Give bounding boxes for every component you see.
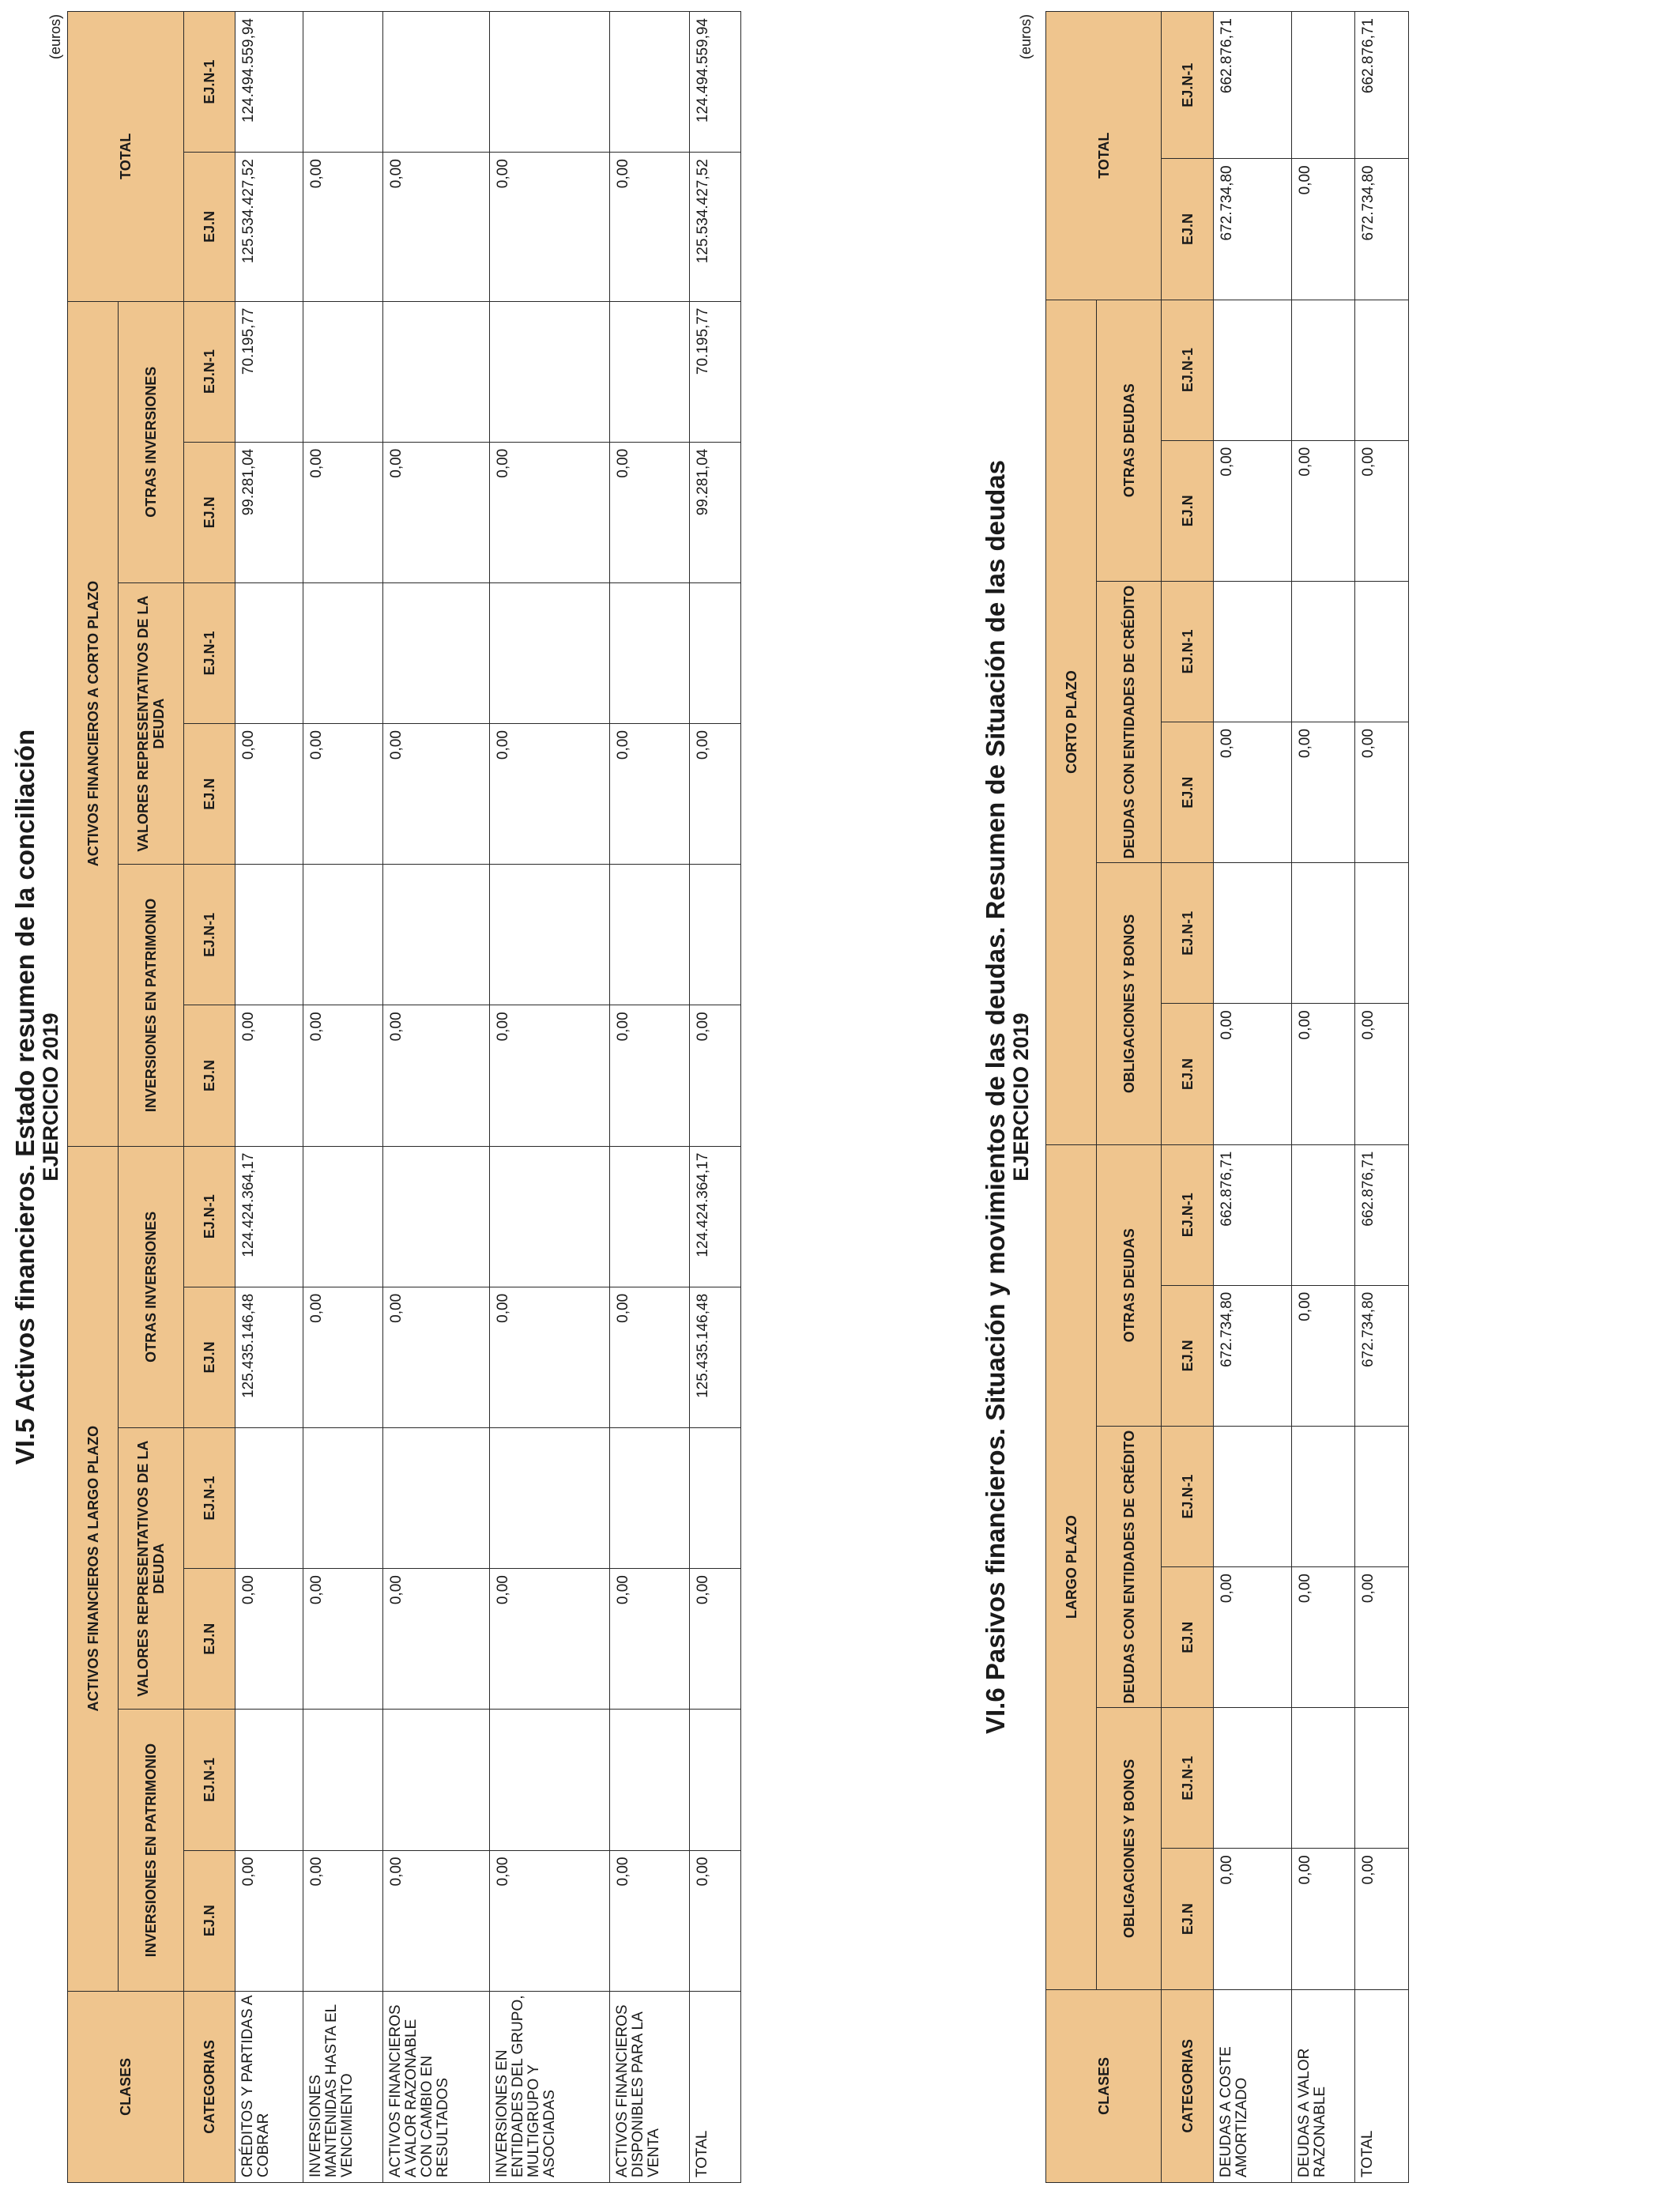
table-cell: 0,00	[1292, 722, 1355, 863]
vi5-col-ejn1: EJ.N-1	[184, 582, 235, 723]
vi5-col-ejn: EJ.N	[184, 1005, 235, 1146]
vi6-col-ejn1: EJ.N-1	[1162, 300, 1214, 440]
vi6-units: (euros)	[1018, 14, 1034, 60]
table-cell	[1292, 581, 1355, 722]
vi5-units: (euros)	[47, 14, 63, 60]
table-cell: 124.494.559,94	[690, 12, 741, 153]
table-cell: 0,00	[1292, 1849, 1355, 1989]
table-cell: 0,00	[1214, 1004, 1292, 1144]
table-cell: 0,00	[690, 1850, 741, 1991]
vi6-col-ejn: EJ.N	[1162, 159, 1214, 300]
table-cell: 0,00	[1355, 1004, 1409, 1144]
vi6-lp-deudas-credito: DEUDAS CON ENTIDADES DE CRÉDITO	[1097, 1426, 1162, 1707]
row-label: ACTIVOS FINANCIEROS A VALOR RAZONABLE CON CAMBIO EN RESULTADOS	[383, 1991, 490, 2182]
table-cell: 0,00	[1292, 440, 1355, 581]
table-cell	[303, 582, 383, 723]
table-cell	[383, 301, 490, 442]
vi5-largo-header: ACTIVOS FINANCIEROS A LARGO PLAZO	[68, 1146, 119, 1991]
vi5-col-ejn: EJ.N	[184, 1287, 235, 1427]
table-cell: 0,00	[303, 1569, 383, 1710]
vi5-cp-otras-inv: OTRAS INVERSIONES	[119, 301, 184, 582]
table-cell	[1292, 1426, 1355, 1566]
table-cell: 124.424.364,17	[690, 1146, 741, 1287]
table-cell: 0,00	[610, 1287, 690, 1427]
table-cell	[303, 1710, 383, 1850]
table-cell: 0,00	[303, 1850, 383, 1991]
vi6-corto-header: CORTO PLAZO	[1046, 300, 1097, 1144]
table-cell: 0,00	[1214, 1567, 1292, 1708]
vi5-col-ejn1: EJ.N-1	[184, 12, 235, 153]
table-cell: 0,00	[610, 1850, 690, 1991]
table-cell: 124.424.364,17	[235, 1146, 303, 1287]
table-cell	[610, 865, 690, 1005]
table-cell: 0,00	[235, 724, 303, 865]
vi5-col-ejn1: EJ.N-1	[184, 1710, 235, 1850]
table-cell: 0,00	[490, 1850, 610, 1991]
vi5-table	[67, 11, 741, 2183]
table-row	[610, 12, 690, 2183]
table-cell	[490, 582, 610, 723]
table-cell	[690, 865, 741, 1005]
table-cell: 0,00	[1292, 1285, 1355, 1426]
table-cell	[490, 12, 610, 153]
table-cell: 0,00	[1292, 1567, 1355, 1708]
table-row	[490, 12, 610, 2183]
vi5-total-header: TOTAL	[68, 12, 184, 302]
table-cell: 0,00	[1355, 1849, 1409, 1989]
vi6-col-ejn1: EJ.N-1	[1162, 1144, 1214, 1285]
table-cell: 0,00	[383, 153, 490, 301]
vi6-clases-header: CLASES	[1046, 1989, 1162, 2182]
vi5-lp-valores-rep: VALORES REPRESENTATIVOS DE LA DEUDA	[119, 1428, 184, 1710]
table-cell	[383, 865, 490, 1005]
table-cell: 0,00	[303, 1005, 383, 1146]
table-cell	[1292, 1144, 1355, 1285]
vi6-col-ejn: EJ.N	[1162, 1567, 1214, 1708]
table-cell: 99.281,04	[690, 442, 741, 582]
table-cell: 672.734,80	[1214, 159, 1292, 300]
table-cell: 0,00	[235, 1850, 303, 1991]
table-cell	[1355, 581, 1409, 722]
table-cell: 0,00	[690, 1569, 741, 1710]
table-cell	[1355, 1426, 1409, 1566]
vi6-total-header: TOTAL	[1046, 12, 1162, 300]
vi6-subtitle: EJERCICIO 2019	[1009, 1012, 1033, 1182]
table-cell: 0,00	[490, 153, 610, 301]
vi5-col-ejn: EJ.N	[184, 724, 235, 865]
table-cell: 0,00	[1214, 440, 1292, 581]
table-cell	[383, 12, 490, 153]
table-cell: 70.195,77	[235, 301, 303, 442]
table-cell	[1355, 300, 1409, 440]
table-cell: 0,00	[490, 1569, 610, 1710]
table-cell: 0,00	[303, 442, 383, 582]
table-cell	[1214, 1426, 1292, 1566]
table-cell	[490, 301, 610, 442]
table-cell: 0,00	[303, 724, 383, 865]
table-cell	[690, 582, 741, 723]
vi5-cp-valores-rep: VALORES REPRESENTATIVOS DE LA DEUDA	[119, 582, 184, 864]
vi5-lp-otras-inv: OTRAS INVERSIONES	[119, 1146, 184, 1427]
vi5-col-ejn1: EJ.N-1	[184, 1428, 235, 1569]
table-cell: 99.281,04	[235, 442, 303, 582]
table-cell	[490, 865, 610, 1005]
table-cell	[303, 1146, 383, 1287]
table-cell: 0,00	[690, 1005, 741, 1146]
table-cell	[1355, 863, 1409, 1004]
table-cell	[235, 1710, 303, 1850]
table-cell: 0,00	[383, 442, 490, 582]
table-cell: 0,00	[235, 1569, 303, 1710]
vi5-corto-header: ACTIVOS FINANCIEROS A CORTO PLAZO	[68, 301, 119, 1146]
table-cell: 0,00	[610, 1569, 690, 1710]
table-cell	[1292, 1708, 1355, 1849]
row-label: DEUDAS A VALOR RAZONABLE	[1292, 1989, 1355, 2182]
table-cell: 0,00	[383, 1287, 490, 1427]
table-cell: 0,00	[303, 1287, 383, 1427]
table-cell	[690, 1710, 741, 1850]
table-cell	[610, 1146, 690, 1287]
table-cell	[490, 1428, 610, 1569]
table-cell	[383, 1428, 490, 1569]
row-label: ACTIVOS FINANCIEROS DISPONIBLES PARA LA VENTA	[610, 1991, 690, 2182]
vi5-col-ejn1: EJ.N-1	[184, 1146, 235, 1287]
table-row	[1355, 12, 1409, 2183]
table-row	[383, 12, 490, 2183]
table-cell	[383, 582, 490, 723]
vi5-lp-inv-patrimonio: INVERSIONES EN PATRIMONIO	[119, 1710, 184, 1991]
vi6-cp-obligaciones: OBLIGACIONES Y BONOS	[1097, 863, 1162, 1144]
table-cell: 0,00	[490, 1287, 610, 1427]
table-cell: 0,00	[490, 442, 610, 582]
vi6-col-ejn1: EJ.N-1	[1162, 863, 1214, 1004]
vi6-col-ejn: EJ.N	[1162, 722, 1214, 863]
table-cell	[1214, 863, 1292, 1004]
vi6-title: VI.6 Pasivos financieros. Situación y movimientos de las deudas. Resumen de Situación de las deudas	[981, 459, 1010, 1735]
row-label: TOTAL	[1355, 1989, 1409, 2182]
table-cell: 0,00	[303, 153, 383, 301]
vi6-cp-deudas-credito: DEUDAS CON ENTIDADES DE CRÉDITO	[1097, 581, 1162, 862]
table-cell: 125.534.427,52	[690, 153, 741, 301]
table-cell: 0,00	[690, 724, 741, 865]
vi6-lp-obligaciones: OBLIGACIONES Y BONOS	[1097, 1708, 1162, 1989]
table-cell	[610, 1710, 690, 1850]
row-label: INVERSIONES MANTENIDAS HASTA EL VENCIMIENTO	[303, 1991, 383, 2182]
vi6-cp-otras-deudas: OTRAS DEUDAS	[1097, 300, 1162, 581]
table-cell: 0,00	[490, 1005, 610, 1146]
table-cell: 672.734,80	[1214, 1285, 1292, 1426]
table-cell	[1292, 863, 1355, 1004]
table-cell: 0,00	[1292, 1004, 1355, 1144]
table-cell	[610, 582, 690, 723]
table-cell: 662.876,71	[1355, 1144, 1409, 1285]
table-cell	[1355, 1708, 1409, 1849]
vi5-col-ejn: EJ.N	[184, 153, 235, 301]
table-cell: 0,00	[1355, 722, 1409, 863]
vi6-col-ejn: EJ.N	[1162, 1004, 1214, 1144]
vi6-col-ejn1: EJ.N-1	[1162, 12, 1214, 159]
table-cell	[690, 1428, 741, 1569]
table-cell: 125.435.146,48	[235, 1287, 303, 1427]
table-cell: 0,00	[610, 442, 690, 582]
table-cell: 0,00	[490, 724, 610, 865]
table-cell: 0,00	[1355, 1567, 1409, 1708]
row-label: TOTAL	[690, 1991, 741, 2182]
table-row	[303, 12, 383, 2183]
vi5-col-ejn: EJ.N	[184, 1850, 235, 1991]
table-cell	[383, 1146, 490, 1287]
vi6-table	[1045, 11, 1409, 2183]
vi6-largo-header: LARGO PLAZO	[1046, 1144, 1097, 1989]
table-cell	[610, 12, 690, 153]
table-cell: 672.734,80	[1355, 159, 1409, 300]
table-cell	[610, 1428, 690, 1569]
table-cell: 125.534.427,52	[235, 153, 303, 301]
table-cell	[303, 865, 383, 1005]
row-label: CRÉDITOS Y PARTIDAS A COBRAR	[235, 1991, 303, 2182]
table-cell	[610, 301, 690, 442]
row-label: DEUDAS A COSTE AMORTIZADO	[1214, 1989, 1292, 2182]
table-cell: 0,00	[1214, 722, 1292, 863]
vi5-categorias-header: CATEGORIAS	[184, 1991, 235, 2182]
table-cell: 0,00	[1214, 1849, 1292, 1989]
vi5-col-ejn1: EJ.N-1	[184, 865, 235, 1005]
table-cell: 70.195,77	[690, 301, 741, 442]
table-cell: 0,00	[610, 1005, 690, 1146]
vi5-col-ejn: EJ.N	[184, 442, 235, 582]
table-cell	[303, 12, 383, 153]
table-cell	[490, 1146, 610, 1287]
vi5-clases-header: CLASES	[68, 1991, 184, 2182]
vi5-cp-inv-patrimonio: INVERSIONES EN PATRIMONIO	[119, 865, 184, 1146]
vi5-subtitle: EJERCICIO 2019	[39, 1012, 62, 1182]
table-cell	[235, 1428, 303, 1569]
vi6-col-ejn1: EJ.N-1	[1162, 1426, 1214, 1566]
vi6-col-ejn1: EJ.N-1	[1162, 581, 1214, 722]
table-cell: 662.876,71	[1355, 12, 1409, 159]
table-cell: 0,00	[235, 1005, 303, 1146]
vi5-table-body	[235, 12, 741, 2183]
vi6-col-ejn: EJ.N	[1162, 1285, 1214, 1426]
table-cell: 0,00	[610, 153, 690, 301]
vi6-lp-otras-deudas: OTRAS DEUDAS	[1097, 1144, 1162, 1426]
table-cell	[303, 1428, 383, 1569]
vi6-categorias-header: CATEGORIAS	[1162, 1989, 1214, 2182]
table-cell	[1214, 1708, 1292, 1849]
table-cell	[303, 301, 383, 442]
row-label: INVERSIONES EN ENTIDADES DEL GRUPO, MULTIGRUPO Y ASOCIADAS	[490, 1991, 610, 2182]
table-cell: 124.494.559,94	[235, 12, 303, 153]
table-row	[690, 12, 741, 2183]
vi6-col-ejn: EJ.N	[1162, 1849, 1214, 1989]
vi5-title: VI.5 Activos financieros. Estado resumen de la conciliación	[10, 729, 40, 1465]
table-cell: 0,00	[610, 724, 690, 865]
table-cell	[490, 1710, 610, 1850]
table-cell: 0,00	[383, 1850, 490, 1991]
table-row	[1292, 12, 1355, 2183]
table-cell: 0,00	[383, 1569, 490, 1710]
table-cell	[1214, 300, 1292, 440]
table-cell	[1214, 581, 1292, 722]
table-cell: 662.876,71	[1214, 12, 1292, 159]
table-row	[1214, 12, 1292, 2183]
vi6-col-ejn1: EJ.N-1	[1162, 1708, 1214, 1849]
vi6-col-ejn: EJ.N	[1162, 440, 1214, 581]
table-cell: 0,00	[1355, 440, 1409, 581]
table-cell: 662.876,71	[1214, 1144, 1292, 1285]
table-cell	[1292, 12, 1355, 159]
table-cell	[235, 865, 303, 1005]
table-cell: 0,00	[383, 724, 490, 865]
vi6-table-body	[1214, 12, 1409, 2183]
table-cell: 125.435.146,48	[690, 1287, 741, 1427]
vi5-col-ejn1: EJ.N-1	[184, 301, 235, 442]
table-cell	[383, 1710, 490, 1850]
table-cell	[235, 582, 303, 723]
table-cell: 672.734,80	[1355, 1285, 1409, 1426]
vi5-col-ejn: EJ.N	[184, 1569, 235, 1710]
table-cell	[1292, 300, 1355, 440]
table-cell: 0,00	[1292, 159, 1355, 300]
table-cell: 0,00	[383, 1005, 490, 1146]
table-row	[235, 12, 303, 2183]
